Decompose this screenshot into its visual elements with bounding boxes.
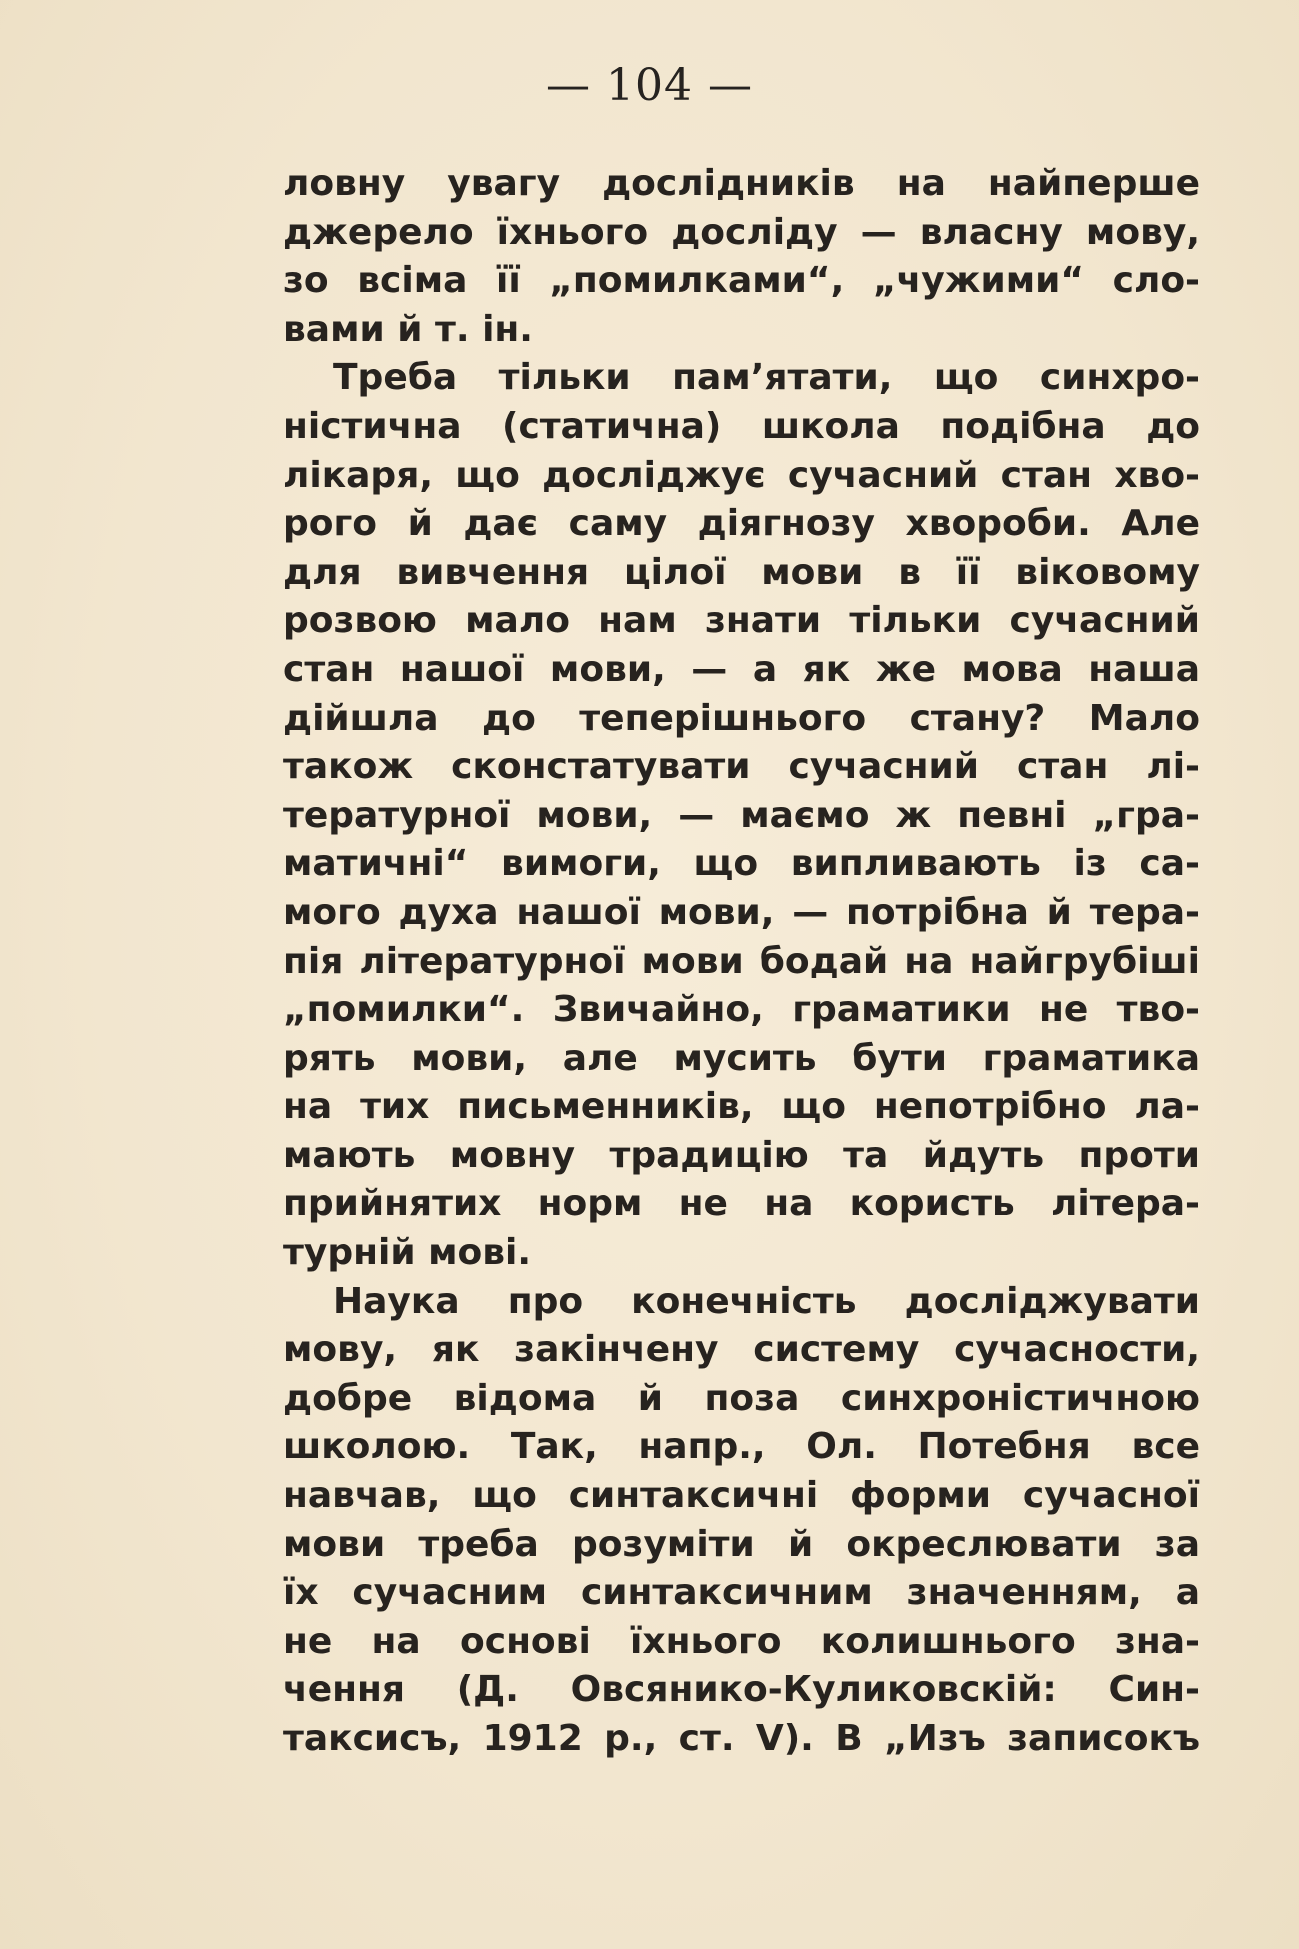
paragraph-first-line: Наука про конечність досліджувати xyxy=(333,1280,1200,1322)
body-text xyxy=(283,160,1200,1764)
text-line: мого духа нашої мови, — потрібна й тера- xyxy=(283,891,1200,933)
text-line: для вивчення цілої мови в її віковому xyxy=(283,551,1200,593)
text-line: рого й дає саму діягнозу хвороби. Але xyxy=(283,503,1200,545)
text-line: добре відома й поза синхроністичною xyxy=(283,1377,1200,1419)
text-line: ловну увагу дослідників на найперше xyxy=(283,163,1200,204)
text-line: лікаря, що досліджує сучасний стан хво- xyxy=(283,454,1200,496)
paragraph-first-line: Треба тільки пам’ятати, що синхро- xyxy=(333,357,1200,399)
text-line: чення (Д. Овсянико-Куликовскій: Син- xyxy=(283,1669,1200,1711)
text-line: „помилки“. Звичайно, граматики не тво- xyxy=(283,989,1200,1031)
text-line: тературної мови, — маємо ж певні „гра- xyxy=(283,794,1200,836)
text-line: їх сучасним синтаксичним значенням, а xyxy=(283,1572,1200,1614)
text-line: рять мови, але мусить бути граматика xyxy=(283,1037,1200,1079)
text-line: ністична (статична) школа подібна до xyxy=(283,405,1200,447)
text-line: мову, як закінчену систему сучасности, xyxy=(283,1329,1200,1371)
text-line: не на основі їхнього колишнього зна- xyxy=(283,1620,1200,1662)
text-line: розвою мало нам знати тільки сучасний xyxy=(283,600,1200,642)
text-line: також сконстатувати сучасний стан лі- xyxy=(283,746,1200,788)
text-line: дійшла до теперішнього стану? Мало xyxy=(283,697,1200,739)
text-line: таксисъ, 1912 р., ст. V). В „Изъ записокъ xyxy=(283,1718,1200,1759)
text-line: мови треба розуміти й окреслювати за xyxy=(283,1523,1200,1565)
text-line: матичні“ вимоги, що випливають із са- xyxy=(283,843,1200,885)
text-line: на тих письменників, що непотрібно ла- xyxy=(283,1086,1200,1128)
text-line: стан нашої мови, — а як же мова наша xyxy=(283,648,1200,690)
text-line: джерело їхнього досліду — власну мову, xyxy=(283,211,1200,253)
text-line: вами й т. ін. xyxy=(283,308,533,350)
text-line: мають мовну традицію та йдуть проти xyxy=(283,1134,1200,1176)
text-line: пія літературної мови бодай на найгрубіші xyxy=(283,940,1200,982)
text-line: турній мові. xyxy=(283,1232,532,1274)
page-number: — 104 — xyxy=(546,60,753,111)
text-line: прийнятих норм не на користь літера- xyxy=(283,1183,1200,1225)
text-line: зо всіма її „помилками“, „чужими“ сло- xyxy=(283,260,1200,302)
text-line: школою. Так, напр., Ол. Потебня все xyxy=(283,1426,1200,1468)
text-line: навчав, що синтаксичні форми сучасної xyxy=(283,1475,1200,1517)
